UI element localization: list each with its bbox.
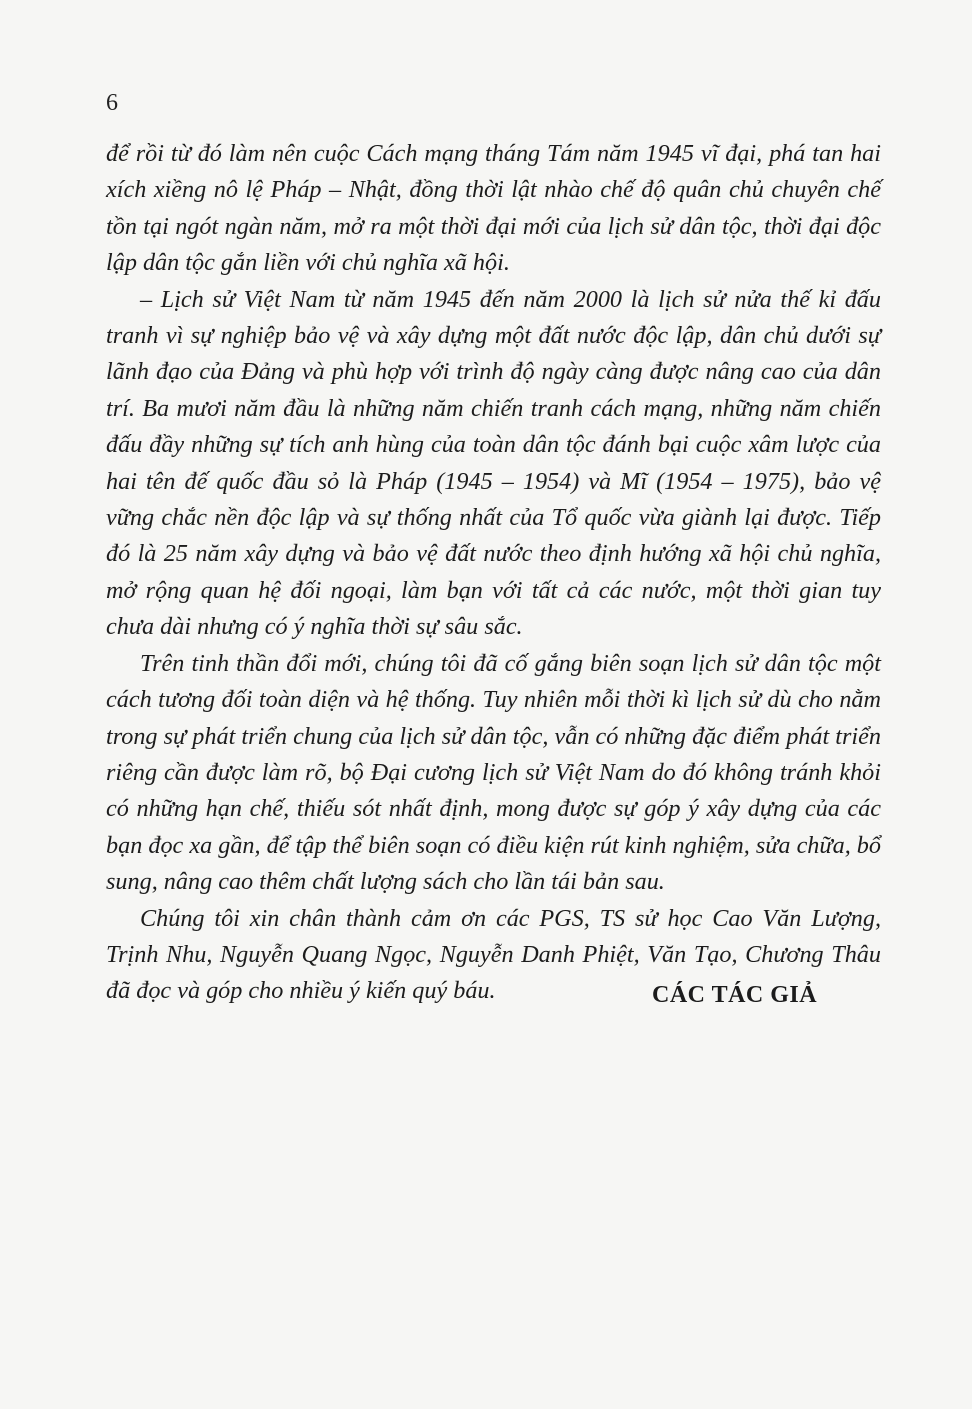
paragraph-renewal-spirit: Trên tinh thần đổi mới, chúng tôi đã cố gắng biên soạn lịch sử dân tộc một cách tương đối toàn diện và hệ thống. Tuy nhiên mỗi thời kì lịch sử dù cho nằm trong sự phát triển chung của lịch sử dân tộc, vẫn có những đặc điểm phát triển riêng cần được làm rõ, bộ Đại cương lịch sử Việt Nam do đó không tránh khỏi có những hạn chế, thiếu sót nhất định, mong được sự góp ý xây dựng của các bạn đọc xa gần, để tập thể biên soạn có điều kiện rút kinh nghiệm, sửa chữa, bổ sung, nâng cao thêm chất lượng sách cho lần tái bản sau. xyxy=(106,649,881,896)
authors-signature: CÁC TÁC GIẢ xyxy=(652,982,818,1008)
paragraph-continuation: để rồi từ đó làm nên cuộc Cách mạng tháng Tám năm 1945 vĩ đại, phá tan hai xích xiềng nô lệ Pháp – Nhật, đồng thời lật nhào chế độ quân chủ chuyên chế tồn tại ngót ngàn năm, mở ra một thời đại mới của lịch sử dân tộc, thời đại độc lập dân tộc gắn liền với chủ nghĩa xã hội. xyxy=(106,140,881,277)
paragraph-acknowledgements: Chúng tôi xin chân thành cảm ơn các PGS, TS sử học Cao Văn Lượng, Trịnh Nhu, Nguyễn Quang Ngọc, Nguyễn Danh Phiệt, Văn Tạo, Chương Thâu đã đọc và góp cho nhiều ý kiến quý báu. xyxy=(106,904,881,1005)
page-number: 6 xyxy=(106,90,118,116)
body-text xyxy=(106,136,881,1010)
paragraph-history-1945-2000: – Lịch sử Việt Nam từ năm 1945 đến năm 2000 là lịch sử nửa thế kỉ đấu tranh vì sự nghiệp bảo vệ và xây dựng một đất nước độc lập, dân chủ dưới sự lãnh đạo của Đảng và phù hợp với trình độ ngày càng được nâng cao của dân trí. Ba mươi năm đầu là những năm chiến tranh cách mạng, những năm chiến đấu đầy những sự tích anh hùng của toàn dân tộc đánh bại cuộc xâm lược của hai tên đế quốc đầu sỏ là Pháp (1945 – 1954) và Mĩ (1954 – 1975), bảo vệ vững chắc nền độc lập và sự thống nhất của Tổ quốc vừa giành lại được. Tiếp đó là 25 năm xây dựng và bảo vệ đất nước theo định hướng xã hội chủ nghĩa, mở rộng quan hệ đối ngoại, làm bạn với tất cả các nước, một thời gian tuy chưa dài nhưng có ý nghĩa thời sự sâu sắc. xyxy=(106,285,881,641)
